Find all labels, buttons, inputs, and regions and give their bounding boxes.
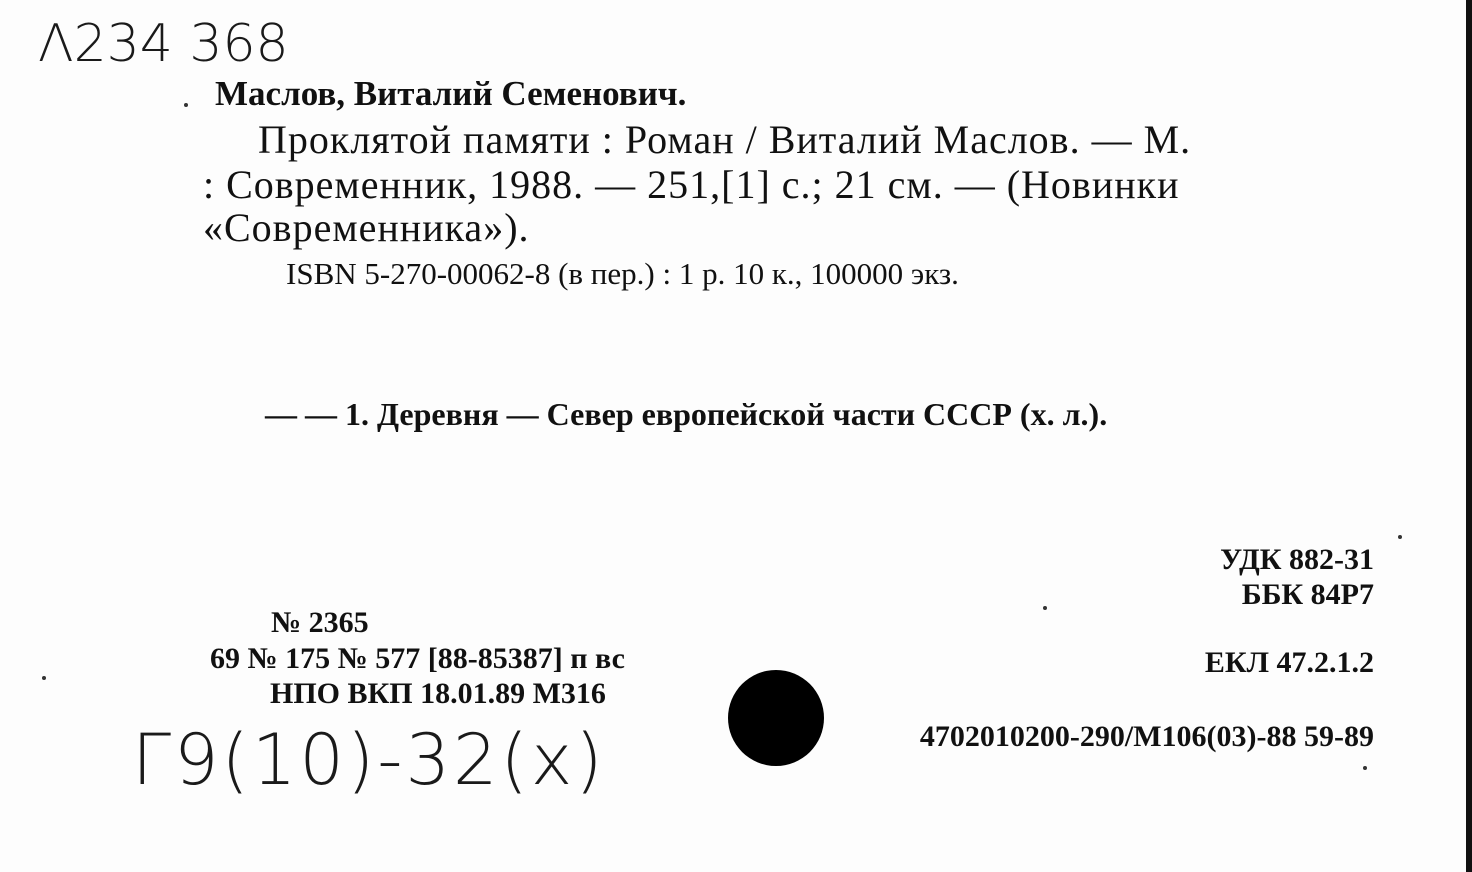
publisher-code: 4702010200-290/М106(03)-88 59-89 bbox=[919, 720, 1374, 753]
bbk-code: ББК 84Р7 bbox=[1241, 578, 1374, 611]
ink-blot bbox=[728, 670, 824, 766]
scan-speck bbox=[184, 103, 188, 107]
description-line-2: : Современник, 1988. — 251,[1] с.; 21 см. — (Новинки bbox=[203, 162, 1180, 207]
description-line-3: «Современника»). bbox=[203, 205, 530, 250]
scan-speck bbox=[1043, 606, 1047, 610]
order-line: 69 № 175 № 577 [88-85387] п вс bbox=[210, 642, 625, 675]
npo-line: НПО ВКП 18.01.89 М316 bbox=[270, 677, 606, 710]
scan-speck bbox=[42, 676, 46, 680]
ekl-code: ЕКЛ 47.2.1.2 bbox=[1204, 646, 1374, 679]
handwritten-call-number: Λ234 368 bbox=[38, 14, 289, 74]
scan-speck bbox=[1363, 766, 1367, 770]
isbn-line: ISBN 5-270-00062-8 (в пер.) : 1 р. 10 к., 100000 экз. bbox=[286, 256, 959, 291]
subject-heading: — — 1. Деревня — Север европейской части СССР (х. л.). bbox=[265, 396, 1108, 432]
handwritten-shelf-mark: Г9(10)-32(х) bbox=[132, 719, 606, 801]
author-heading: Маслов, Виталий Семенович. bbox=[215, 74, 687, 113]
scan-speck bbox=[1398, 535, 1402, 539]
description-line-1: Проклятой памяти : Роман / Виталий Маслов. — М. bbox=[258, 117, 1192, 162]
udk-code: УДК 882-31 bbox=[1220, 543, 1374, 576]
card-edge bbox=[1466, 0, 1472, 872]
card-number: № 2365 bbox=[271, 606, 369, 639]
